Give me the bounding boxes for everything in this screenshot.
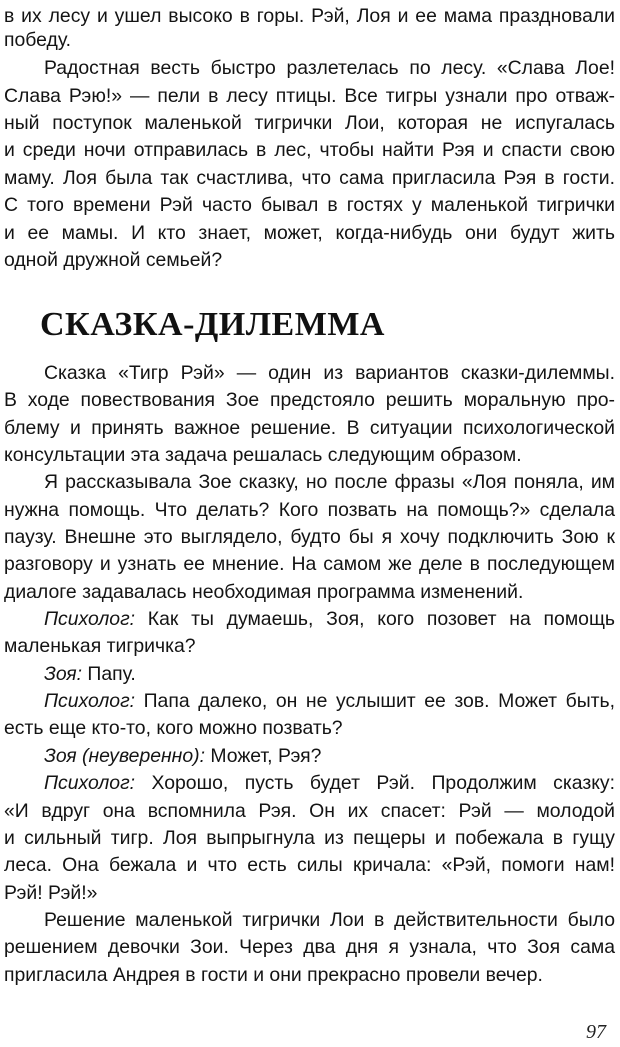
dialogue-text: Папа далеко, он не услышит ее зов. Может быть, — [135, 690, 615, 712]
text-line: ный поступок маленькой тигрички Лои, которая не испугалась — [4, 112, 615, 134]
text-line: Я рассказывала Зое сказку, но после фразы «Лоя поняла, им — [44, 471, 615, 493]
speaker-label: Зоя (неуверенно): — [44, 745, 205, 767]
text-line: В ходе повествования Зое предстояло решить моральную про- — [4, 389, 615, 411]
text-line: блему и принять важное решение. В ситуации психологической — [4, 417, 615, 439]
dialogue-text: Хорошо, пусть будет Рэй. Продолжим сказку: — [135, 772, 615, 794]
text-line: Рэй! Рэй!» — [4, 882, 98, 904]
text-line: и среди ночи отправилась в лес, чтобы найти Рэя и спасти свою — [4, 139, 615, 161]
text-line: леса. Она бежала и что есть силы кричала: «Рэй, помоги нам! — [4, 854, 615, 876]
text-line: одной дружной семьей? — [4, 249, 223, 271]
text-line: в их лесу и ушел высоко в горы. Рэй, Лоя и ее мама праздновали — [4, 5, 615, 27]
page-number: 97 — [586, 1021, 606, 1043]
text-line: диалоге задавалась необходимая программа изменений. — [4, 581, 524, 603]
text-line: нужна помощь. Что делать? Кого позвать на помощь?» сделала — [4, 499, 615, 521]
text-line: решением девочки Зои. Через два дня я узнала, что Зоя сама — [4, 936, 615, 958]
text-line: консультации эта задача решалась следующим образом. — [4, 444, 522, 466]
text-line: есть еще кто-то, кого можно позвать? — [4, 717, 343, 739]
speaker-label: Зоя: — [44, 663, 83, 685]
text-line: С того времени Рэй часто бывал в гостях у маленькой тигрички — [4, 194, 615, 216]
text-line: Слава Рэю!» — пели в лесу птицы. Все тигры узнали про отваж- — [4, 85, 615, 107]
section-title: СКАЗКА-ДИЛЕММА — [40, 306, 385, 343]
text-line: паузу. Внешне это выглядело, будто бы я хочу подключить Зою к — [4, 526, 615, 548]
text-line: победу. — [4, 29, 71, 51]
text-line: разговору и узнать ее мнение. На самом же деле в последующем — [4, 553, 615, 575]
text-line: пригласила Андрея в гости и они прекрасно провели вечер. — [4, 964, 543, 986]
text-line: Сказка «Тигр Рэй» — один из вариантов сказки-дилеммы. — [44, 362, 615, 384]
text-line: маму. Лоя была так счастлива, что сама пригласила Рэя в гости. — [4, 167, 615, 189]
dialogue-text: Может, Рэя? — [205, 745, 322, 767]
dialogue-text: Как ты думаешь, Зоя, кого позовет на помощь — [135, 608, 615, 630]
text-line: Радостная весть быстро разлетелась по лесу. «Слава Лое! — [44, 57, 615, 79]
speaker-label: Психолог: — [44, 772, 136, 794]
text-line: Решение маленькой тигрички Лои в действительности было — [44, 909, 615, 931]
speaker-label: Психолог: — [44, 690, 136, 712]
dialogue-text: Папу. — [82, 663, 136, 685]
text-line: маленькая тигричка? — [4, 635, 196, 657]
text-line: «И вдруг она вспомнила Рэя. Он их спасет: Рэй — молодой — [4, 800, 615, 822]
speaker-label: Психолог: — [44, 608, 136, 630]
text-line: и ее мамы. И кто знает, может, когда-нибудь они будут жить — [4, 222, 615, 244]
text-line: и сильный тигр. Лоя выпрыгнула из пещеры и побежала в гущу — [4, 827, 615, 849]
